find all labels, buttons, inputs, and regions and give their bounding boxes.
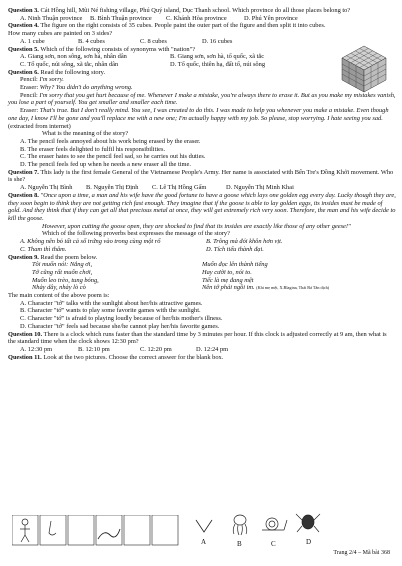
q7-option-b[interactable]: B. Nguyễn Thị Định: [86, 184, 139, 192]
q9-option-b[interactable]: B. Character "tớ" wants to play some favorite games with the sunlight.: [20, 307, 201, 315]
question-6: Question 6. Read the following story.: [8, 68, 106, 76]
q10-option-b[interactable]: B. 12:10 pm: [78, 345, 110, 353]
q6-option-c[interactable]: C. The eraser hates to see the pencil feel sad, so he carries out his duties.: [20, 153, 206, 161]
poem-line: Tiếc là mẹ đang mệt: [202, 276, 254, 284]
q8-option-b[interactable]: B. Trông mà đói khôn hơn vịt.: [206, 238, 283, 246]
q5-option-b[interactable]: B. Giang sơn, sơn hà, tổ quốc, xã tắc: [170, 53, 265, 61]
q3-option-d[interactable]: D. Phú Yên province: [244, 14, 298, 22]
story-line-4: Eraser: That's true. But I don't really mind. You see, I was created to do this. I was made to help you whenever you make a mistake. Even though one day, I know I'll be gone and you'll replace me with a new one; I'm actually happy with my job. So please, stop worrying. I hate seeing you sad. (extracted from internet): [8, 107, 389, 130]
q4-option-d[interactable]: D. 16 cubes: [202, 37, 233, 45]
q6-question: What is the meaning of the story?: [42, 130, 129, 138]
q7-options: [8, 184, 396, 192]
q4-option-a[interactable]: A. 1 cube: [20, 37, 45, 45]
poem-line: Tôi muốn nói: Nắng ơi,: [32, 261, 93, 269]
poem-line: Muốn leo trèo, tung bóng,: [32, 276, 99, 284]
q10-option-a[interactable]: A. 12:30 pm: [20, 345, 53, 353]
q6-option-d[interactable]: D. The pencil feels fed up when he needs a new eraser all the time.: [20, 161, 191, 169]
poem-line: Tớ cũng rất muốn chơi,: [32, 268, 93, 276]
q4-options: [8, 38, 330, 46]
man-icon: [20, 519, 30, 542]
q7-option-c[interactable]: C. Lê Thị Hồng Gấm: [152, 184, 207, 192]
q9-option-d[interactable]: D. Character "tớ" feels sad because she/he cannot play her/his favorite games.: [20, 322, 220, 330]
question-3: Question 3. Cát Hồng hill, Mũi Né fishing village, Phú Quý island, Dục Thanh school. Which province do all those places belong to?: [8, 7, 351, 14]
q8-option-c[interactable]: C. Tham thì thâm.: [20, 245, 67, 253]
q10-options: [8, 346, 396, 354]
story-line-1: Pencil: I'm sorry.: [20, 76, 64, 84]
question-10: Question 10. There is a clock which runs faster than the standard time by 3 minutes per hour. If this clock is adjusted correctly at 9 am, then what is the standard time when the clock shows 12:30 pm?: [8, 330, 387, 346]
worm-icon: [98, 529, 120, 539]
q7-option-d[interactable]: D. Nguyễn Thị Minh Khai: [226, 184, 294, 192]
octopus-icon[interactable]: [233, 515, 247, 535]
q8-options: [8, 238, 396, 253]
q4-option-c[interactable]: C. 8 cubes: [140, 37, 167, 45]
glasses-icon[interactable]: [196, 520, 212, 532]
poem: [8, 261, 396, 292]
q9-options: [8, 300, 396, 331]
question-4: Question 4. The figure on the right consists of 35 cubes. People paint the outer part of the figure and then split it into cubes. How many cubes are painted on 3 sides?: [8, 22, 326, 38]
q5-option-a[interactable]: A. Giang sơn, non sông, sơn hà, nhân dân: [20, 53, 127, 61]
q4-option-b[interactable]: B. 4 cubes: [78, 37, 105, 45]
story-line-3: Pencil: I'm sorry that you get hurt because of me. Whenever I make a mistake, you're always there to erase it. But as you make my mistakes vanish, you lose a part of yourself. You get smaller and smaller each time.: [8, 91, 396, 107]
nose-icon: [49, 521, 56, 535]
answer-label-c[interactable]: C: [271, 540, 276, 548]
q3-option-c[interactable]: C. Khánh Hòa province: [166, 14, 227, 22]
crab-icon[interactable]: [296, 514, 320, 532]
answer-label-b[interactable]: B: [237, 540, 242, 548]
q3-options: [8, 15, 396, 23]
q3-option-a[interactable]: A. Ninh Thuận province: [20, 14, 83, 22]
question-7: Question 7. This lady is the first female General of the Vietnamese People's Army. Her name is associated with Bến Tre's Đồng Khởi movement. Who is she?: [8, 168, 394, 184]
q5-option-c[interactable]: C. Tổ quốc, núi sông, xã tắc, nhân dân: [20, 60, 119, 68]
poem-line: Nhảy dây, nhảy lò cò: [32, 284, 86, 292]
q6-options: [8, 138, 396, 169]
poem-credit: (Khi mẹ mệt, X.Blagina, Thái Bá Tân dịch): [256, 285, 330, 291]
q9-option-c[interactable]: C. Character "tớ" is afraid to playing loudly because of her/his mother's illness.: [20, 315, 223, 323]
q9-main-content: The main content of the above poem is:: [8, 292, 110, 300]
poem-line: Nên tớ phải ngồi im. (Khi mẹ mệt, X.Blagina, Thái Bá Tân dịch): [202, 284, 330, 292]
q8-option-d[interactable]: D. Tích tiểu thành đại.: [206, 245, 264, 253]
snail-icon[interactable]: [262, 518, 287, 530]
q5-options: [8, 53, 330, 68]
poem-line: Muốn đọc lên thành tiếng: [202, 261, 268, 269]
q7-option-a[interactable]: A. Nguyễn Thị Bình: [20, 184, 73, 192]
q8-option-a[interactable]: A. Không nên bỏ tất cả số trứng vào trong cùng một rổ: [20, 238, 161, 246]
question-11: Question 11. Look at the two pictures. Choose the correct answer for the blank box.: [8, 353, 224, 361]
q10-option-c[interactable]: C. 12:20 pm: [140, 345, 172, 353]
poem-line: Hay cười to, nói to.: [202, 268, 252, 276]
q8-text-2: However, upon cutting the goose open, they are shocked to find that its insides are exactly like those of any other geese!": [42, 222, 351, 230]
q10-option-d[interactable]: D. 12:24 pm: [196, 345, 229, 353]
isometric-cube-icon: [334, 44, 392, 94]
q6-option-b[interactable]: B. The eraser feels delighted to fulfil his responsibilities.: [20, 145, 166, 153]
story-line-2: Eraser: Why? You didn't do anything wrong.: [20, 84, 133, 92]
q8-question: Which of the following proverbs best expresses the message of the story?: [42, 230, 230, 238]
q6-option-a[interactable]: A. The pencil feels annoyed about his work being erased by the eraser.: [20, 137, 201, 145]
answer-images: [190, 510, 340, 548]
q9-option-a[interactable]: A. Character "tớ" talks with the sunlight about her/his attractive games.: [20, 299, 203, 307]
answer-label-d[interactable]: D: [306, 538, 312, 546]
question-4-block: [8, 22, 330, 68]
answer-label-a[interactable]: A: [201, 538, 207, 546]
question-9: Question 9. Read the poem below.: [8, 253, 98, 261]
q5-option-d[interactable]: D. Tổ quốc, thiên hạ, đất tổ, núi sông: [170, 60, 266, 68]
question-8: Question 8. "Once upon a time, a man and his wife have the good fortune to have a goose which lays one golden egg every day. Lucky though they are, they soon begin to think they are not getting rich fast enough. They imagine that if the goose is able to lay golden eggs, its insides must be made of gold. And they think that if they can get all that precious metal at once, they will get extremely rich very soon. Therefore, the man and his wife decide to kill the goose.: [8, 191, 396, 222]
q3-option-b[interactable]: B. Bình Thuận province: [90, 14, 152, 22]
page-footer: Trang 2/4 – Mã bài 368: [333, 550, 390, 556]
picture-strip: [12, 515, 182, 547]
question-5: Question 5. Which of the following consists of synonyms with "nation"?: [8, 45, 196, 53]
